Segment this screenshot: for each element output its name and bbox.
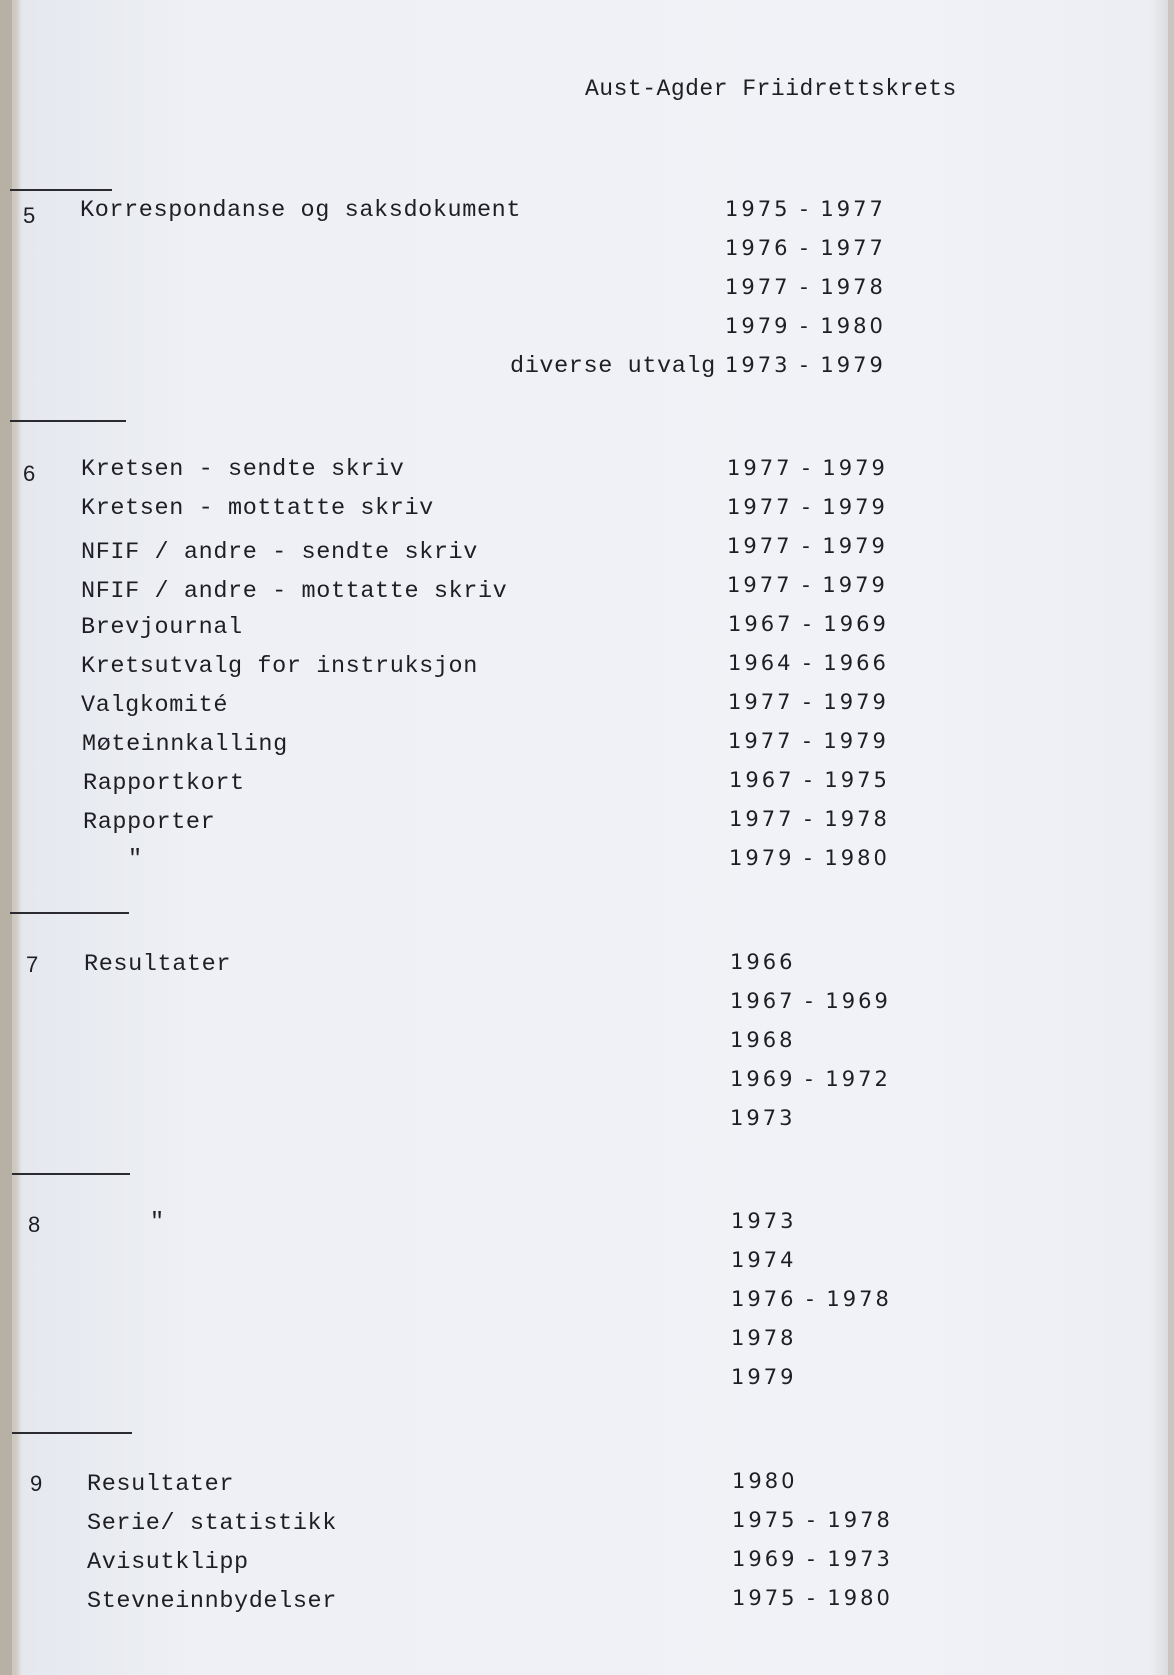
entry-label: Rapportkort [83,770,245,797]
entry-label: Brevjournal [81,614,243,641]
entry-years: 1968 [730,1028,796,1052]
section-divider [10,912,129,914]
entry-years: 1976 - 1977 [725,236,886,260]
entry-years: 1967 - 1975 [729,768,890,792]
entry-years: 1974 [731,1248,797,1272]
entry-years: 1979 [731,1365,797,1389]
entry-years: 1973 [730,1106,796,1130]
entry-label: Kretsutvalg for instruksjon [81,653,478,680]
entry-label: Resultater [87,1471,235,1498]
entry-years: 1969 - 1973 [732,1547,893,1571]
entry-label: Møteinnkalling [82,731,288,758]
entry-label: Avisutklipp [87,1549,249,1576]
entry-sub-label: diverse utvalg [510,353,716,380]
entry-years: 1975 - 1977 [725,197,886,221]
entry-label: Rapporter [83,809,216,836]
section-divider [12,1173,130,1175]
entry-years: 1977 - 1979 [727,456,888,480]
entry-years: 1977 - 1979 [727,573,888,597]
section-divider [12,1432,132,1434]
entry-label: NFIF / andre - mottatte skriv [81,578,508,605]
section-number-7: 7 [26,952,39,977]
section-number-8: 8 [28,1212,41,1237]
ditto-mark: " [128,846,143,873]
entry-years: 1976 - 1978 [731,1287,892,1311]
entry-label: Kretsen - mottatte skriv [81,495,434,522]
entry-years: 1977 - 1979 [728,729,889,753]
entry-years: 1967 - 1969 [728,612,889,636]
entry-label: Kretsen - sendte skriv [81,456,405,483]
entry-years: 1964 - 1966 [728,651,889,675]
entry-years: 1979 - 1980 [729,846,890,870]
section-number-6: 6 [23,461,36,486]
entry-years: 1977 - 1979 [727,534,888,558]
entry-years: 1980 [732,1469,798,1493]
entry-years: 1977 - 1978 [725,275,886,299]
entry-label: NFIF / andre - sendte skriv [81,539,478,566]
binding-edge [0,0,12,1675]
entry-years: 1978 [731,1326,797,1350]
entry-label: Stevneinnbydelser [87,1588,337,1615]
entry-label: Serie/ statistikk [87,1510,337,1537]
entry-years: 1977 - 1978 [729,807,890,831]
entry-years: 1969 - 1972 [730,1067,891,1091]
entry-label: Resultater [84,951,232,978]
section-divider [10,189,112,191]
entry-years: 1966 [730,950,796,974]
entry-years: 1967 - 1969 [730,989,891,1013]
section-number-5: 5 [23,203,36,228]
entry-label: Valgkomité [81,692,229,719]
document-title: Aust-Agder Friidrettskrets [585,76,957,102]
section-number-9: 9 [30,1471,43,1496]
entry-years: 1977 - 1979 [727,495,888,519]
entry-label: Korrespondanse og saksdokument [80,197,522,224]
entry-years: 1973 - 1979 [725,353,886,377]
entry-years: 1975 - 1980 [732,1586,893,1610]
entry-years: 1973 [731,1209,797,1233]
entry-years: 1979 - 1980 [725,314,886,338]
ditto-mark: " [150,1209,165,1236]
entry-years: 1977 - 1979 [728,690,889,714]
entry-years: 1975 - 1978 [732,1508,893,1532]
page-edge [1168,0,1174,1675]
section-divider [10,420,126,422]
